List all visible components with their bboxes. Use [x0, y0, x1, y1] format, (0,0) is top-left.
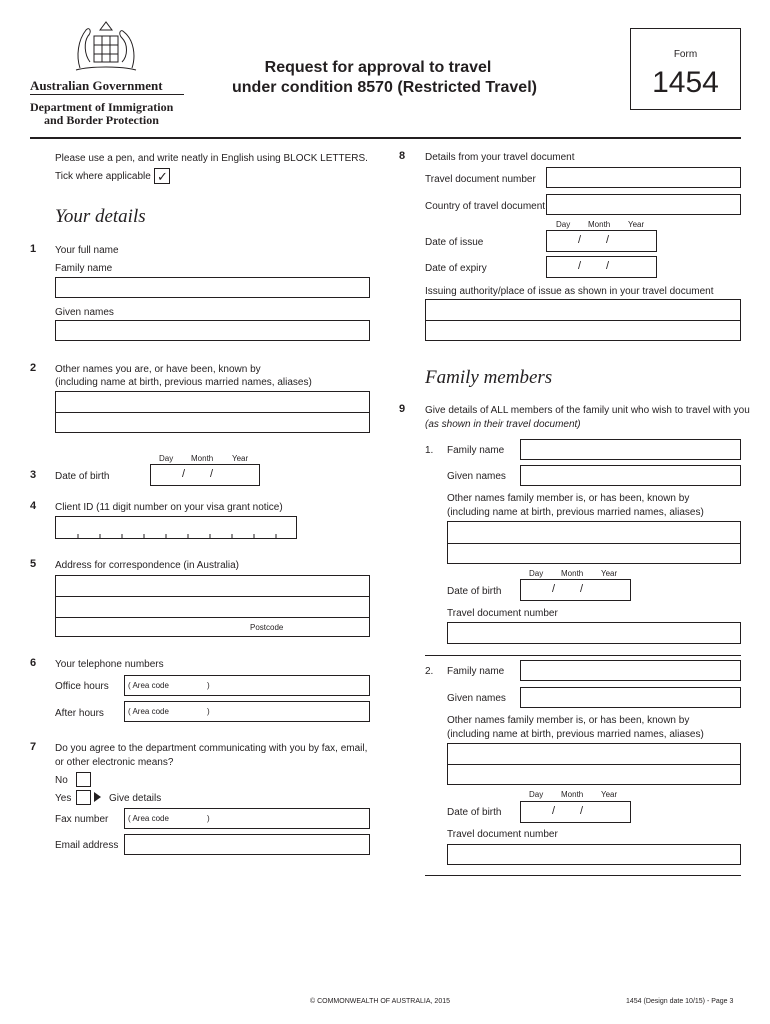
full-name-label: Your full name — [55, 245, 119, 256]
date-separator: / — [182, 468, 186, 480]
question-8-number: 8 — [399, 150, 406, 162]
email-address-label: Email address — [55, 840, 119, 851]
member-2-dob-month-label: Month — [561, 790, 584, 799]
member-2-dob-year-label: Year — [601, 790, 618, 799]
family-members-heading: Family members — [425, 367, 553, 388]
travel-document-number-label: Travel document number — [425, 174, 536, 185]
question-3-number: 3 — [30, 469, 37, 481]
member-1-dob-month-label: Month — [561, 569, 584, 578]
tick-label: Tick where applicable — [55, 171, 151, 182]
member-separator — [425, 655, 741, 656]
member-1-other-names-field[interactable] — [447, 521, 741, 564]
date-of-issue-field[interactable] — [546, 230, 657, 252]
your-details-heading: Your details — [55, 206, 146, 227]
form-title-line1: Request for approval to travel — [264, 59, 492, 76]
date-separator: / — [606, 234, 610, 246]
issue-month-label: Month — [588, 220, 611, 229]
family-name-label: Family name — [55, 263, 113, 274]
member-2-given-names-field[interactable] — [520, 687, 741, 708]
header-divider — [30, 137, 741, 139]
date-of-expiry-field[interactable] — [546, 256, 657, 278]
issuing-authority-field[interactable] — [425, 299, 741, 341]
date-separator: / — [606, 260, 610, 272]
issue-day-label: Day — [556, 220, 571, 229]
given-names-label: Given names — [55, 307, 114, 318]
field-divider — [426, 320, 740, 321]
form-label: Form — [673, 49, 698, 60]
electronic-consent-line2: or other electronic means? — [55, 757, 174, 768]
member-1-dob-label: Date of birth — [447, 586, 502, 597]
dob-day-label: Day — [159, 454, 174, 463]
field-divider — [56, 596, 369, 597]
other-names-field[interactable] — [55, 391, 370, 433]
member-2-dob-day-label: Day — [529, 790, 544, 799]
area-code-close: ) — [207, 681, 210, 690]
member-separator — [425, 875, 741, 876]
member-1-other-names-line2: (including name at birth, previous married names, aliases) — [447, 507, 704, 518]
travel-document-number-field[interactable] — [546, 167, 741, 188]
client-id-label: Client ID (11 digit number on your visa grant notice) — [55, 502, 283, 513]
member-2-other-names-line2: (including name at birth, previous married names, aliases) — [447, 729, 704, 740]
question-2-number: 2 — [30, 362, 37, 374]
fax-number-label: Fax number — [55, 814, 109, 825]
field-divider — [448, 764, 740, 765]
form-number: 1454 — [652, 66, 719, 99]
dob-year-label: Year — [232, 454, 249, 463]
other-names-label-line2: (including name at birth, previous married names, aliases) — [55, 377, 312, 388]
member-1-other-names-line1: Other names family member is, or has been, known by — [447, 493, 690, 504]
client-id-field[interactable] — [55, 516, 297, 539]
travel-document-details-label: Details from your travel document — [425, 152, 575, 163]
member-2-family-name-label: Family name — [447, 666, 505, 677]
country-of-document-label: Country of travel document — [425, 201, 546, 212]
header-logo-rule — [30, 94, 184, 95]
question-5-number: 5 — [30, 558, 37, 570]
member-2-dob-label: Date of birth — [447, 807, 502, 818]
postcode-label: Postcode — [250, 623, 284, 632]
member-2-dob-field[interactable] — [520, 801, 631, 823]
yes-checkbox[interactable] — [76, 790, 91, 805]
column-divider — [385, 150, 386, 990]
date-separator: / — [552, 805, 556, 817]
question-7-number: 7 — [30, 741, 37, 753]
field-divider — [56, 617, 369, 618]
member-1-family-name-field[interactable] — [520, 439, 741, 460]
date-separator: / — [210, 468, 214, 480]
coat-of-arms-logo — [66, 18, 146, 74]
page-info: 1454 (Design date 10/15) - Page 3 — [626, 998, 734, 1005]
copyright-notice: © COMMONWEALTH OF AUSTRALIA, 2015 — [310, 998, 450, 1005]
member-2-doc-number-label: Travel document number — [447, 829, 558, 840]
family-instruction-line2: (as shown in their travel document) — [425, 419, 581, 430]
date-separator: / — [578, 260, 582, 272]
question-6-number: 6 — [30, 657, 37, 669]
member-2-other-names-line1: Other names family member is, or has been, known by — [447, 715, 690, 726]
tick-icon: ✓ — [157, 169, 168, 184]
form-title-line2: under condition 8570 (Restricted Travel) — [232, 79, 537, 96]
office-hours-phone-field[interactable] — [124, 675, 370, 696]
family-name-field[interactable] — [55, 277, 370, 298]
member-1-doc-number-label: Travel document number — [447, 608, 558, 619]
date-of-birth-label: Date of birth — [55, 471, 110, 482]
no-option-label: No — [55, 775, 68, 786]
yes-option-label: Yes — [55, 793, 72, 804]
member-2-other-names-field[interactable] — [447, 743, 741, 785]
member-1-given-names-label: Given names — [447, 471, 506, 482]
electronic-consent-line1: Do you agree to the department communicating with you by fax, email, — [55, 743, 368, 754]
country-of-document-field[interactable] — [546, 194, 741, 215]
member-1-dob-field[interactable] — [520, 579, 631, 601]
date-of-expiry-label: Date of expiry — [425, 263, 487, 274]
email-address-field[interactable] — [124, 834, 370, 855]
instruction-text: Please use a pen, and write neatly in English using BLOCK LETTERS. — [55, 153, 368, 164]
date-of-issue-label: Date of issue — [425, 237, 484, 248]
after-hours-label: After hours — [55, 708, 104, 719]
member-1-family-name-label: Family name — [447, 445, 505, 456]
area-code-close: ) — [207, 814, 210, 823]
member-2-index: 2. — [425, 666, 434, 677]
member-1-doc-number-field[interactable] — [447, 622, 741, 644]
address-label: Address for correspondence (in Australia) — [55, 560, 239, 571]
area-code-hint: ( Area code — [128, 814, 169, 823]
member-1-given-names-field[interactable] — [520, 465, 741, 486]
address-field[interactable] — [55, 575, 370, 637]
member-1-index: 1. — [425, 445, 434, 456]
area-code-close: ) — [207, 707, 210, 716]
issue-year-label: Year — [628, 220, 645, 229]
family-instruction-line1: Give details of ALL members of the family unit who wish to travel with you — [425, 405, 750, 416]
department-name-line2: and Border Protection — [44, 113, 159, 127]
question-4-number: 4 — [30, 500, 37, 512]
after-hours-phone-field[interactable] — [124, 701, 370, 722]
digit-ticks — [56, 517, 296, 538]
area-code-hint: ( Area code — [128, 681, 169, 690]
member-2-doc-number-field[interactable] — [447, 844, 741, 865]
question-1-number: 1 — [30, 243, 37, 255]
date-separator: / — [580, 805, 584, 817]
date-separator: / — [552, 583, 556, 595]
member-2-given-names-label: Given names — [447, 693, 506, 704]
fax-number-field[interactable] — [124, 808, 370, 829]
given-names-field[interactable] — [55, 320, 370, 341]
member-2-family-name-field[interactable] — [520, 660, 741, 681]
arrow-right-icon — [94, 792, 101, 802]
area-code-hint: ( Area code — [128, 707, 169, 716]
date-of-birth-field[interactable] — [150, 464, 260, 486]
dob-month-label: Month — [191, 454, 214, 463]
date-separator: / — [580, 583, 584, 595]
give-details-label: Give details — [109, 793, 162, 804]
field-divider — [56, 412, 369, 413]
department-name-line1: Department of Immigration — [30, 100, 174, 114]
issuing-authority-label: Issuing authority/place of issue as shown in your travel document — [425, 286, 714, 297]
telephone-label: Your telephone numbers — [55, 659, 164, 670]
government-name: Australian Government — [30, 78, 163, 93]
tick-example-box — [154, 168, 170, 184]
other-names-label-line1: Other names you are, or have been, known by — [55, 364, 261, 375]
question-9-number: 9 — [399, 403, 406, 415]
member-1-dob-day-label: Day — [529, 569, 544, 578]
member-1-dob-year-label: Year — [601, 569, 618, 578]
no-checkbox[interactable] — [76, 772, 91, 787]
form-number-box — [630, 28, 741, 110]
field-divider — [448, 543, 740, 544]
date-separator: / — [578, 234, 582, 246]
office-hours-label: Office hours — [55, 681, 109, 692]
